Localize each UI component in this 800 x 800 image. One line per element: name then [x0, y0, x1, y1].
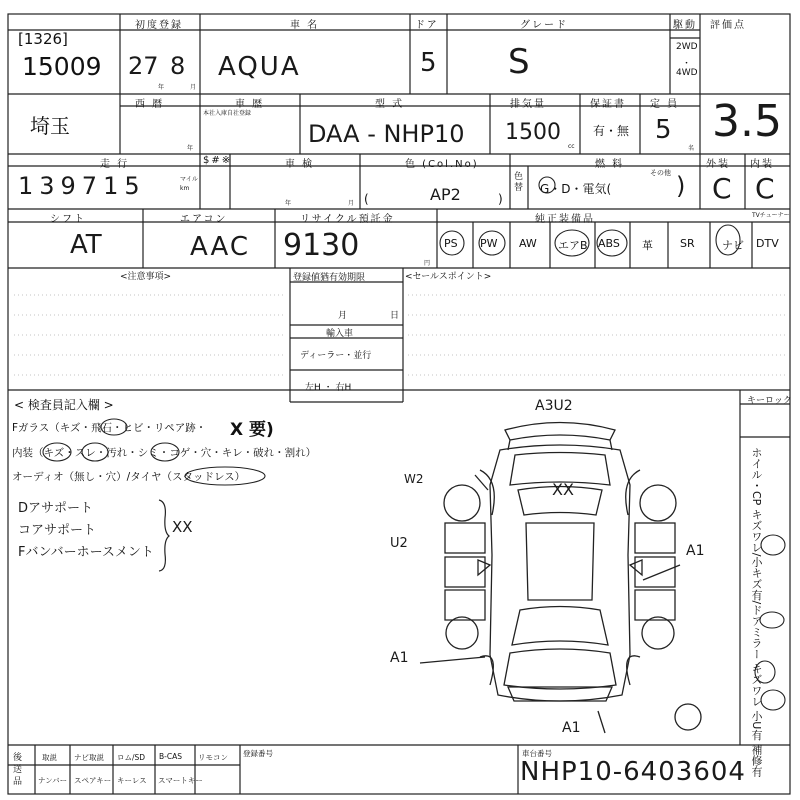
label-model: 型 式	[375, 99, 405, 110]
expiry-day-unit: 日	[390, 311, 400, 321]
label-car-name: 車 名	[290, 20, 320, 31]
capacity-unit: 名	[688, 145, 695, 152]
label-recycle: リサイクル預託金	[300, 214, 395, 225]
interior-line: 内装（キズ・スレ・汚れ・シミ・コゲ・穴・キレ・破れ・割れ）	[12, 447, 317, 459]
label-mileage: 走 行	[100, 159, 130, 170]
label-warranty: 保証書	[590, 99, 626, 110]
label-items: 後 送 品	[13, 753, 23, 787]
label-tv-tuner: TVチューナー	[752, 212, 790, 219]
bottom-navi-manual: ナビ取説	[74, 753, 104, 762]
fuel-other-label: その他	[650, 169, 671, 177]
displacement-value: 1500	[505, 120, 561, 145]
inspector-section-title: < 検査員記入欄 >	[14, 398, 114, 412]
fuel-options: G・D・電気(	[540, 182, 612, 196]
label-color: 色 (Col.No)	[405, 159, 479, 170]
label-sales-point: <セールスポイント>	[405, 272, 492, 282]
model-code: DAA - NHP10	[308, 120, 465, 148]
label-exterior: 外装	[706, 159, 730, 170]
equip-sr: SR	[680, 237, 695, 250]
equip-navi: ナビ	[722, 239, 744, 252]
shift-value: AT	[70, 230, 102, 260]
damage-a3u2: A3U2	[535, 398, 573, 414]
month-suffix: 月	[190, 84, 197, 91]
damage-w2: W2	[404, 472, 424, 486]
bottom-manual: 取説	[42, 753, 57, 762]
car-damage-diagram	[380, 395, 740, 745]
reg-month: 8	[170, 52, 186, 80]
car-name: AQUA	[218, 52, 301, 82]
label-displacement: 排気量	[510, 99, 546, 110]
label-registration-no: 登録番号	[243, 749, 273, 758]
damage-a1-right: A1	[686, 543, 705, 559]
label-capacity: 定 員	[650, 99, 680, 110]
inspector-xx: XX	[172, 518, 193, 536]
bottom-smart-key: スマートキー	[158, 776, 203, 785]
import-options: ディーラー・並行	[300, 351, 372, 361]
expiry-month-unit: 月	[338, 311, 348, 321]
label-4wd: 4WD	[676, 68, 698, 78]
color-paren-close: )	[498, 192, 503, 206]
bottom-plate: ナンバー	[38, 776, 68, 785]
region: 埼玉	[30, 114, 70, 138]
reg-year: 27	[128, 52, 159, 80]
aircon-value: AAC	[190, 232, 250, 262]
damage-a1-left: A1	[390, 650, 409, 666]
mileage-units: マイル km	[180, 176, 198, 192]
label-import: 輸入車	[326, 329, 354, 339]
inspection-year-suffix: 年	[285, 200, 292, 207]
label-history-sub: 本社入庫自社登録	[203, 110, 252, 117]
recycle-value: 9130	[283, 228, 360, 263]
label-rating: 評価点	[710, 20, 746, 31]
capacity-value: 5	[655, 115, 672, 145]
bottom-spare-key: スペアキー	[74, 776, 112, 785]
exterior-grade: C	[712, 172, 732, 205]
interior-grade: C	[755, 172, 775, 205]
bottom-remote: リモコン	[198, 753, 228, 762]
equip-dtv: DTV	[756, 237, 779, 250]
label-drive: 駆動	[673, 20, 697, 31]
dot: ・	[682, 59, 692, 69]
equip-aw: AW	[519, 237, 537, 250]
glass-required: X 要)	[230, 420, 274, 440]
label-reg-expiry: 登録値猶有効期限	[293, 273, 366, 283]
warranty-value: 有・無	[593, 124, 630, 138]
chassis-number: NHP10-6403604	[520, 757, 746, 787]
yen-unit: 円	[424, 260, 431, 267]
damage-roof-xx: XX	[552, 480, 574, 499]
label-chassis-no: 車台番号	[522, 749, 552, 758]
glass-line: Fガラス（キズ・飛石・ヒビ・リペア跡・	[12, 422, 207, 434]
wheel-notes-vertical: ホイル・CP キズワレ/小キズ有/ドアミラー キズワレ 小U有 補修有	[750, 447, 763, 777]
overall-rating: 3.5	[712, 96, 782, 147]
label-doors: ドア	[415, 20, 439, 31]
label-key-lock: キーロック	[747, 396, 792, 406]
equip-aircon-bag: エアB	[558, 239, 588, 252]
label-history: 車 歴	[235, 99, 265, 110]
steering-options: 左H ・ 右H	[305, 383, 352, 393]
bottom-bcas: B-CAS	[159, 752, 182, 761]
audio-tire-line: オーディオ（無し・穴）/タイヤ（スタッドレス）	[12, 471, 246, 483]
equip-abs: ABS	[598, 237, 620, 250]
label-2wd: 2WD	[676, 42, 698, 52]
lot-number: 15009	[22, 52, 102, 81]
equip-pw: PW	[480, 237, 498, 250]
color-paren-open: (	[364, 192, 369, 206]
year-suffix: 年	[158, 84, 165, 91]
bottom-rom-sd: ロム/SD	[117, 753, 146, 762]
label-interior: 内装	[750, 159, 774, 170]
label-caution: <注意事項>	[120, 272, 172, 282]
label-inspection: 車 検	[285, 159, 315, 170]
equip-leather: 革	[642, 239, 653, 252]
inspection-month-suffix: 月	[348, 200, 355, 207]
fuel-paren-close: )	[676, 172, 686, 200]
bottom-keyless: キーレス	[117, 776, 147, 785]
label-grade: グレード	[520, 20, 568, 31]
fuel-change-label: 色 替	[514, 172, 524, 193]
lot-code: [1326]	[18, 30, 68, 48]
label-aircon: エアコン	[180, 214, 228, 225]
equip-ps: PS	[444, 237, 458, 250]
label-shift: シフト	[50, 214, 86, 225]
label-fuel: 燃 料	[595, 159, 625, 170]
color-code: AP2	[430, 185, 461, 204]
label-equipment: 純正装備品	[535, 214, 595, 225]
inspector-handwritten-notes: Dアサポート コアサポート Fバンバーホースメント	[18, 501, 154, 560]
doors-value: 5	[420, 48, 437, 78]
label-mileage-flag: $#※	[203, 155, 233, 166]
mileage-value: 139715	[18, 172, 146, 200]
label-era: 西 暦	[135, 99, 165, 110]
cc-unit: cc	[568, 143, 575, 150]
year-suffix-2: 年	[187, 145, 194, 152]
label-first-registration: 初度登録	[135, 20, 183, 31]
grade-value: S	[508, 42, 530, 82]
damage-u2: U2	[390, 536, 408, 551]
damage-a1-front: A1	[562, 720, 581, 736]
